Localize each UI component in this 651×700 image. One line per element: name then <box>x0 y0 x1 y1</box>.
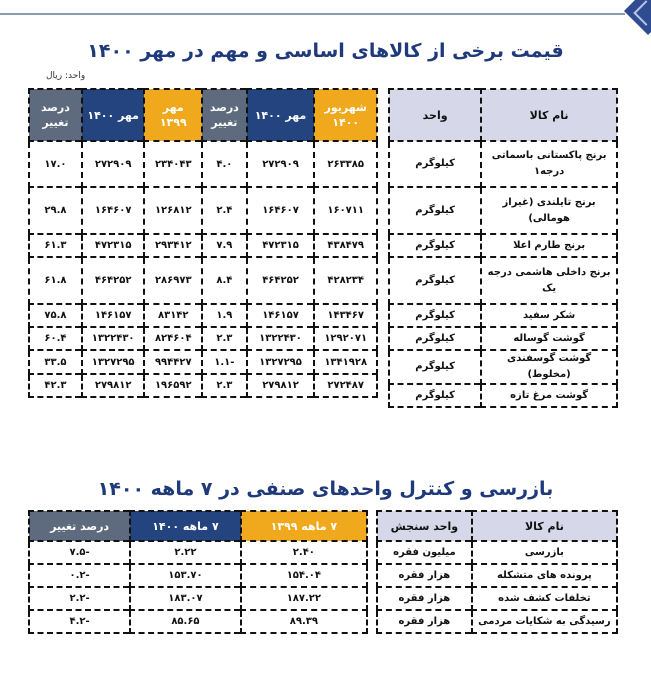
table-row <box>389 234 617 257</box>
col-header-unit: واحد <box>389 89 481 141</box>
table-row <box>29 257 377 304</box>
item-unit: هزار فقره <box>377 587 472 610</box>
cell-mehr-1400-a: ۱۴۶۱۵۷ <box>247 304 315 327</box>
cell-mehr-1400-b: ۲۷۲۹۰۹ <box>82 141 145 187</box>
t2-col-header-pct: درصد تغییر <box>29 511 130 541</box>
table-row <box>377 564 617 587</box>
table-row <box>29 141 377 187</box>
cell-m7-1399: ۱۸۷.۲۲ <box>241 587 367 610</box>
cell-mehr-1400-b: ۱۳۲۷۲۹۵ <box>82 350 145 374</box>
item-name: شکر سفید <box>481 304 617 327</box>
table-row <box>29 304 377 327</box>
table-row <box>377 587 617 610</box>
unit-note: واحد: ریال <box>46 71 86 81</box>
cell-pct: -۴.۲ <box>29 610 130 633</box>
cell-mehr-1400-a: ۲۷۹۸۱۲ <box>247 374 315 397</box>
table-row <box>29 350 377 374</box>
cell-m7-1399: ۸۹.۳۹ <box>241 610 367 633</box>
cell-m7-1400: ۱۸۳.۰۷ <box>130 587 241 610</box>
cell-mehr-1400-b: ۲۷۹۸۱۲ <box>82 374 145 397</box>
table2-values <box>28 510 368 634</box>
t2-col-header-name: نام کالا <box>472 511 617 541</box>
item-name: برنج طارم اعلا <box>481 234 617 257</box>
item-name: گوشت گوساله <box>481 327 617 350</box>
col-header-name: نام کالا <box>481 89 617 141</box>
table-row <box>29 541 367 564</box>
table-row <box>29 587 367 610</box>
item-unit: کیلوگرم <box>389 187 481 234</box>
cell-m7-1400: ۲.۲۲ <box>130 541 241 564</box>
cell-mehr-1400-a: ۲۷۲۹۰۹ <box>247 141 315 187</box>
table-row <box>389 187 617 234</box>
item-name: پرونده های متشکله <box>472 564 617 587</box>
table1-values <box>28 88 378 398</box>
col-header-mehr-1399: مهر ۱۳۹۹ <box>144 89 202 141</box>
table-row <box>377 541 617 564</box>
cell-pct: -۷.۵ <box>29 541 130 564</box>
cell-pct-a: ۴.۰ <box>202 141 247 187</box>
cell-pct-a: ۷.۹ <box>202 234 247 257</box>
item-name: تخلفات کشف شده <box>472 587 617 610</box>
cell-mehr-1399: ۲۹۳۴۱۲ <box>144 234 202 257</box>
col-header-shahrivar-1400: شهریور ۱۴۰۰ <box>314 89 377 141</box>
table-row <box>389 384 617 407</box>
cell-pct-b: ۶۰.۴ <box>29 327 82 350</box>
cell-mehr-1400-a: ۱۶۴۶۰۷ <box>247 187 315 234</box>
cell-shahrivar-1400: ۴۲۸۲۳۴ <box>314 257 377 304</box>
cell-mehr-1399: ۲۳۴۰۴۳ <box>144 141 202 187</box>
cell-mehr-1400-a: ۴۷۲۳۱۵ <box>247 234 315 257</box>
t2-col-header-7m-1399: ۷ ماهه ۱۳۹۹ <box>241 511 367 541</box>
table-row <box>389 350 617 384</box>
cell-pct: -۰.۲ <box>29 564 130 587</box>
cell-m7-1399: ۱۵۴.۰۴ <box>241 564 367 587</box>
item-unit: کیلوگرم <box>389 257 481 304</box>
item-name: رسیدگی به شکایات مردمی <box>472 610 617 633</box>
cell-pct-a: ۸.۴ <box>202 257 247 304</box>
cell-mehr-1400-a: ۱۳۲۷۲۹۵ <box>247 350 315 374</box>
item-unit: کیلوگرم <box>389 304 481 327</box>
cell-m7-1400: ۱۵۳.۷۰ <box>130 564 241 587</box>
cell-mehr-1399: ۹۹۴۴۲۷ <box>144 350 202 374</box>
table-row <box>29 327 377 350</box>
cell-mehr-1400-b: ۴۷۲۳۱۵ <box>82 234 145 257</box>
cell-m7-1400: ۸۵.۶۵ <box>130 610 241 633</box>
table2-title: بازرسی و کنترل واحدهای صنفی در ۷ ماهه ۱۴۰۰ <box>97 478 554 500</box>
cell-shahrivar-1400: ۱۳۴۱۹۲۸ <box>314 350 377 374</box>
table1-title: قیمت برخی از کالاهای اساسی و مهم در مهر ۱۴۰۰ <box>87 40 564 62</box>
cell-mehr-1399: ۱۲۶۸۱۲ <box>144 187 202 234</box>
table2-labels <box>376 510 618 634</box>
table-row <box>389 257 617 304</box>
item-name: گوشت گوسفندی (مخلوط) <box>481 350 617 384</box>
item-name: برنج داخلی هاشمی درجه یک <box>481 257 617 304</box>
item-unit: کیلوگرم <box>389 350 481 384</box>
cell-mehr-1400-b: ۱۶۴۶۰۷ <box>82 187 145 234</box>
cell-shahrivar-1400: ۱۴۳۴۶۷ <box>314 304 377 327</box>
table-row <box>389 304 617 327</box>
cell-shahrivar-1400: ۱۲۹۲۰۷۱ <box>314 327 377 350</box>
item-unit: هزار فقره <box>377 610 472 633</box>
cell-pct-b: ۷۵.۸ <box>29 304 82 327</box>
table1-labels <box>388 88 618 408</box>
cell-pct-b: ۳۳.۵ <box>29 350 82 374</box>
item-unit: کیلوگرم <box>389 234 481 257</box>
table-row <box>389 327 617 350</box>
cell-pct-a: ۱.۹ <box>202 304 247 327</box>
table-row <box>389 141 617 187</box>
cell-mehr-1400-b: ۴۶۴۲۵۲ <box>82 257 145 304</box>
col-header-pct-b: درصد تغییر <box>29 89 82 141</box>
cell-pct-a: -۱.۱ <box>202 350 247 374</box>
item-name: گوشت مرغ تازه <box>481 384 617 407</box>
col-header-mehr-1400-b: مهر ۱۴۰۰ <box>82 89 145 141</box>
table-row <box>29 234 377 257</box>
table-row <box>29 610 367 633</box>
cell-pct-b: ۶۱.۸ <box>29 257 82 304</box>
item-unit: کیلوگرم <box>389 384 481 407</box>
cell-mehr-1400-b: ۱۴۶۱۵۷ <box>82 304 145 327</box>
item-unit: کیلوگرم <box>389 327 481 350</box>
item-name: بازرسی <box>472 541 617 564</box>
table-row <box>377 610 617 633</box>
cell-pct-b: ۶۱.۳ <box>29 234 82 257</box>
cell-shahrivar-1400: ۱۶۰۷۱۱ <box>314 187 377 234</box>
item-name: برنج پاکستانی باسماتی درجه۱ <box>481 141 617 187</box>
cell-pct-b: ۲۹.۸ <box>29 187 82 234</box>
cell-mehr-1400-b: ۱۳۲۲۴۳۰ <box>82 327 145 350</box>
col-header-pct-a: درصد تغییر <box>202 89 247 141</box>
item-name: برنج تایلندی (غیراز هومالی) <box>481 187 617 234</box>
cell-mehr-1399: ۸۲۴۶۰۴ <box>144 327 202 350</box>
cell-m7-1399: ۲.۴۰ <box>241 541 367 564</box>
cell-mehr-1400-a: ۱۳۲۲۴۳۰ <box>247 327 315 350</box>
t2-col-header-7m-1400: ۷ ماهه ۱۴۰۰ <box>130 511 241 541</box>
table-row <box>29 374 377 397</box>
col-header-mehr-1400-a: مهر ۱۴۰۰ <box>247 89 315 141</box>
cell-mehr-1400-a: ۴۶۴۲۵۲ <box>247 257 315 304</box>
table-row <box>29 187 377 234</box>
cell-mehr-1399: ۸۳۱۴۲ <box>144 304 202 327</box>
cell-pct-a: ۲.۳ <box>202 374 247 397</box>
item-unit: هزار فقره <box>377 564 472 587</box>
header-divider-line <box>0 13 625 15</box>
cell-pct-b: ۱۷.۰ <box>29 141 82 187</box>
cell-pct: -۲.۲ <box>29 587 130 610</box>
cell-pct-a: ۲.۴ <box>202 187 247 234</box>
item-unit: کیلوگرم <box>389 141 481 187</box>
cell-shahrivar-1400: ۲۷۲۴۸۷ <box>314 374 377 397</box>
cell-mehr-1399: ۲۸۶۹۷۳ <box>144 257 202 304</box>
cell-shahrivar-1400: ۴۳۸۴۷۹ <box>314 234 377 257</box>
table-row <box>29 564 367 587</box>
cell-mehr-1399: ۱۹۶۵۹۲ <box>144 374 202 397</box>
cell-pct-b: ۴۲.۳ <box>29 374 82 397</box>
cell-pct-a: ۲.۳ <box>202 327 247 350</box>
cell-shahrivar-1400: ۲۶۳۳۸۵ <box>314 141 377 187</box>
item-unit: میلیون فقره <box>377 541 472 564</box>
t2-col-header-unit: واحد سنجش <box>377 511 472 541</box>
